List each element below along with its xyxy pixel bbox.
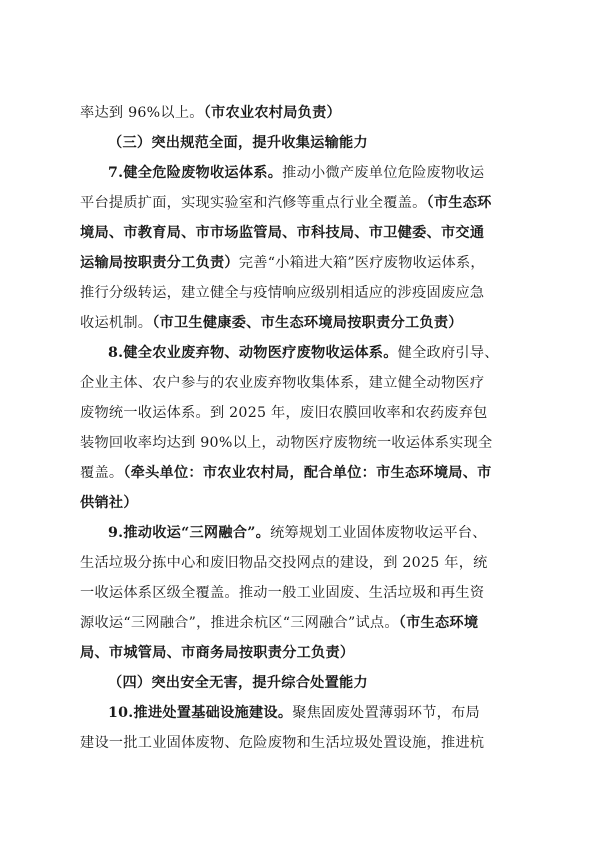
text-run: 废物统一收运体系。到 — [80, 405, 230, 421]
bold-text-run: 运输局按职责分工负责） — [80, 255, 239, 271]
bold-text-run: 8. — [108, 345, 124, 361]
text-run: 2025 — [402, 555, 440, 571]
text-line — [80, 278, 538, 308]
text-run: 生活垃圾分拣中心和废旧物品交投网点的建设，到 — [80, 555, 403, 571]
text-run: 年，废旧农膜回收率和农药废弃包 — [266, 405, 488, 421]
text-run: 建设一批工业固体废物、危险废物和生活垃圾处置设施，推进杭 — [80, 735, 485, 751]
text-run: 2025 — [229, 405, 267, 421]
text-run: 以上。 — [160, 105, 204, 121]
text-run: 企业主体、农户参与的农业废弃物收集体系，建立健全动物医疗 — [80, 375, 485, 391]
text-line — [80, 308, 538, 338]
bold-text-run: （市生态环境 — [398, 615, 479, 631]
text-run: 健全政府引导、 — [397, 345, 499, 361]
text-line — [80, 158, 538, 188]
text-run: 率达到 — [80, 105, 129, 121]
text-run: 年，统 — [439, 555, 488, 571]
bold-text-run: （市农业农村局负责） — [203, 105, 341, 121]
bold-text-run: 9. — [108, 525, 124, 541]
text-line — [80, 218, 538, 248]
text-run: 聚焦固废处置薄弱环节，布局 — [292, 705, 480, 721]
text-line — [80, 248, 538, 278]
text-line — [80, 458, 538, 488]
bold-text-run: （三）突出规范全面，提升收集运输能力 — [108, 135, 368, 151]
text-run: 统筹规划工业固体废物收运平台、 — [270, 525, 487, 541]
text-run: 装物回收率均达到 — [80, 435, 201, 451]
text-line — [80, 368, 538, 398]
text-line — [80, 578, 538, 608]
text-run: 以上，动物医疗废物统一收运体系实现全 — [232, 435, 493, 451]
text-line — [80, 428, 538, 458]
bold-text-run: 10. — [108, 705, 134, 721]
text-run: 覆盖。 — [80, 465, 124, 481]
bold-text-run: （牵头单位：市农业农村局，配合单位：市生态环境局、市 — [123, 465, 492, 481]
bold-text-run: 供销社） — [80, 495, 138, 511]
text-line — [80, 398, 538, 428]
text-run: 96% — [128, 105, 161, 121]
text-run: 推行分级转运，建立健全与疫情响应级别相适应的涉疫固废应急 — [80, 285, 485, 301]
text-run: 平台提质扩面，实现实验室和汽修等重点行业全覆盖。 — [80, 195, 427, 211]
bold-text-run: 推进处置基础设施建设。 — [133, 705, 293, 721]
bold-text-run: 局、市城管局、市商务局按职责分工负责） — [80, 645, 355, 661]
text-line — [80, 608, 538, 638]
text-line — [80, 98, 538, 128]
bold-text-run: （市卫生健康委、市生态环境局按职责分工负责） — [152, 315, 463, 331]
bold-text-run: 健全农业废弃物、动物医疗废物收运体系。 — [123, 345, 398, 361]
text-run: 完善“小箱进大箱”医疗废物收运体系， — [238, 255, 485, 271]
text-line — [80, 338, 538, 368]
text-run: 源收运“三网融合”，推进余杭区“三网融合”试点。 — [80, 615, 399, 631]
text-run: 收运机制。 — [80, 315, 153, 331]
text-line — [80, 548, 538, 578]
text-line — [80, 518, 538, 548]
section-heading — [80, 668, 538, 698]
text-line — [80, 488, 538, 518]
bold-text-run: 境局、市教育局、市市场监管局、市科技局、市卫健委、市交通 — [80, 225, 485, 241]
bold-text-run: （四）突出安全无害，提升综合处置能力 — [108, 675, 368, 691]
text-run: 一收运体系区级全覆盖。推动一般工业固废、生活垃圾和再生资 — [80, 585, 485, 601]
bold-text-run: 7. — [108, 165, 124, 181]
text-line — [80, 188, 538, 218]
bold-text-run: 健全危险废物收运体系。 — [123, 165, 283, 181]
text-line — [80, 728, 538, 758]
text-run: 推动小微产废单位危险废物收运 — [282, 165, 485, 181]
bold-text-run: （市生态环 — [426, 195, 492, 211]
text-run: 90% — [200, 435, 233, 451]
text-line — [80, 698, 538, 728]
section-heading — [80, 128, 538, 158]
text-line — [80, 638, 538, 668]
bold-text-run: 推动收运“三网融合”。 — [123, 525, 271, 541]
